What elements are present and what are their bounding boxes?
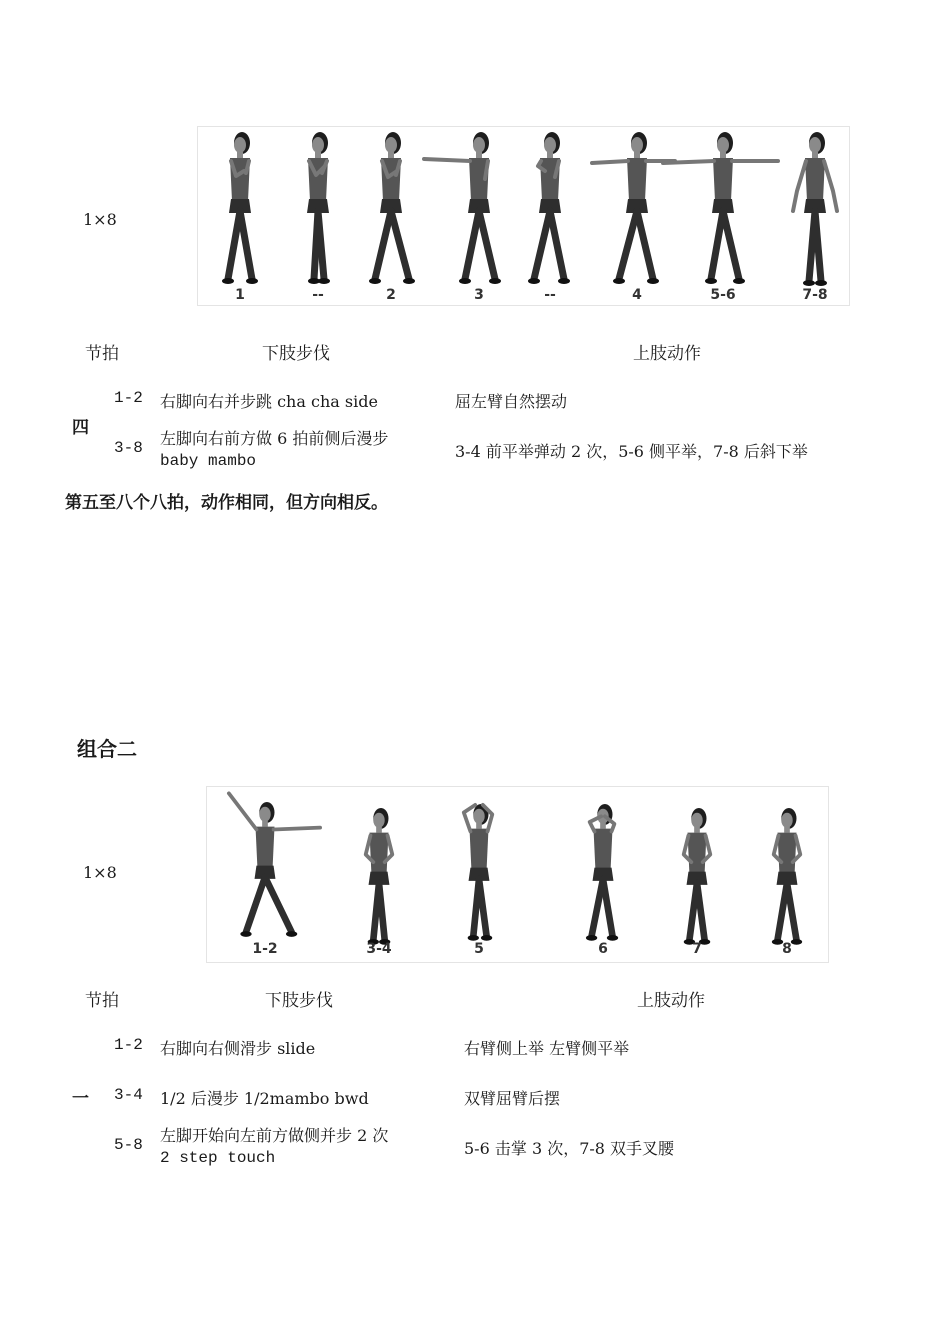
row-lower-limb: 右脚向右并步跳 cha cha side bbox=[160, 392, 378, 411]
header-upper-limb: 上肢动作 bbox=[637, 991, 705, 1011]
beat-label: 5 bbox=[474, 941, 484, 957]
section-title: 组合二 bbox=[77, 737, 137, 761]
dance-figure-strip bbox=[197, 126, 850, 306]
direction-note: 第五至八个八拍，动作相同，但方向相反。 bbox=[65, 493, 388, 513]
beat-label: -- bbox=[312, 287, 324, 303]
row-lower-limb: 1/2 后漫步 1/2mambo bwd bbox=[160, 1089, 369, 1108]
count-label: 1×8 bbox=[83, 210, 117, 229]
dancer-figure bbox=[307, 132, 330, 284]
dance-figure-strip bbox=[206, 786, 829, 963]
row-lower-limb: 左脚向右前方做 6 拍前侧后漫步 bbox=[160, 429, 389, 448]
beat-label: 6 bbox=[598, 941, 608, 957]
row-beat: 1-2 bbox=[114, 1036, 143, 1054]
row-beat: 5-8 bbox=[114, 1136, 143, 1154]
row-lower-limb: 右脚向右侧滑步 slide bbox=[160, 1039, 316, 1058]
dancer-figure bbox=[684, 808, 711, 945]
row-lower-limb-term: baby mambo bbox=[160, 452, 257, 470]
dancer-figure bbox=[793, 132, 837, 286]
header-lower-limb: 下肢步伐 bbox=[265, 991, 333, 1011]
row-beat: 1-2 bbox=[114, 389, 143, 407]
header-upper-limb: 上肢动作 bbox=[633, 344, 701, 364]
dance-figures-illustration bbox=[207, 787, 828, 962]
beat-label: -- bbox=[544, 287, 556, 303]
row-lower-limb: 左脚开始向左前方做侧并步 2 次 bbox=[160, 1126, 389, 1145]
row-upper-limb: 3-4 前平举弹动 2 次，5-6 侧平举，7-8 后斜下举 bbox=[455, 442, 808, 461]
beat-label: 7 bbox=[692, 941, 702, 957]
row-upper-limb: 双臂屈臂后摆 bbox=[464, 1089, 561, 1108]
beat-label: 3 bbox=[474, 287, 484, 303]
row-upper-limb: 5-6 击掌 3 次，7-8 双手叉腰 bbox=[464, 1139, 675, 1158]
beat-label: 8 bbox=[782, 941, 792, 957]
row-upper-limb: 屈左臂自然摆动 bbox=[455, 392, 568, 411]
dancer-figure bbox=[424, 132, 501, 284]
group-number: 一 bbox=[72, 1089, 89, 1109]
dancer-figure bbox=[229, 793, 320, 936]
beat-label: 7-8 bbox=[802, 287, 828, 303]
header-lower-limb: 下肢步伐 bbox=[262, 344, 330, 364]
header-beat: 节拍 bbox=[85, 344, 119, 364]
beat-label: 2 bbox=[386, 287, 396, 303]
dancer-figure bbox=[222, 132, 258, 284]
row-lower-limb-term: 2 step touch bbox=[160, 1149, 276, 1167]
beat-label: 5-6 bbox=[710, 287, 736, 303]
row-beat: 3-8 bbox=[114, 439, 143, 457]
beat-label: 1 bbox=[235, 287, 245, 303]
count-label: 1×8 bbox=[83, 863, 117, 882]
beat-label: 1-2 bbox=[252, 941, 278, 957]
dancer-figure bbox=[366, 808, 393, 945]
dancer-figure bbox=[528, 132, 570, 284]
dancer-figure bbox=[592, 132, 675, 284]
dance-figures-illustration bbox=[198, 127, 849, 305]
row-upper-limb: 右臂侧上举 左臂侧平举 bbox=[464, 1039, 630, 1058]
row-beat: 3-4 bbox=[114, 1086, 143, 1104]
group-number: 四 bbox=[72, 418, 89, 438]
dancer-figure bbox=[663, 132, 778, 284]
dancer-figure bbox=[586, 804, 618, 941]
dancer-figure bbox=[772, 808, 802, 945]
beat-label: 3-4 bbox=[366, 941, 392, 957]
beat-label: 4 bbox=[632, 287, 642, 303]
header-beat: 节拍 bbox=[85, 991, 119, 1011]
dancer-figure bbox=[369, 132, 415, 284]
dancer-figure bbox=[464, 804, 493, 941]
